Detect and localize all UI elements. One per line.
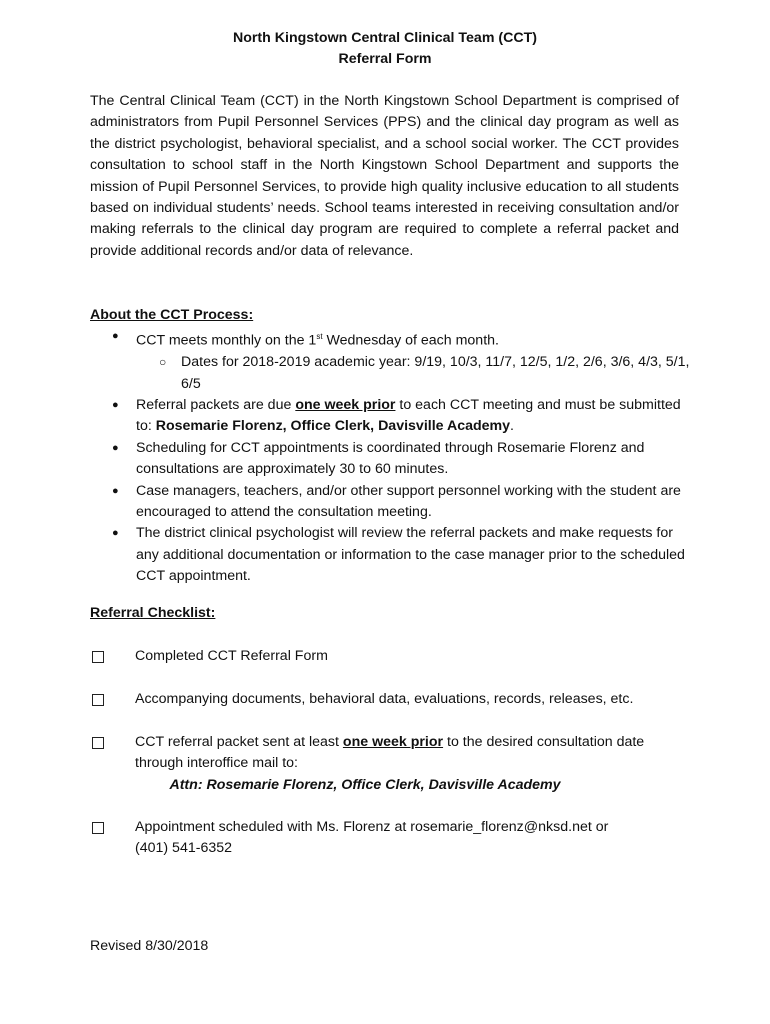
checklist-item-3-text: [135, 732, 690, 796]
checklist-item-1-text: Completed CCT Referral Form: [135, 648, 328, 664]
checkbox[interactable]: [92, 822, 104, 834]
checklist-item-3-emphasis: one week prior: [342, 734, 444, 750]
process-list: [90, 326, 690, 588]
process-item-scheduling: ● Scheduling for CCT appointments is coordinated through Rosemarie Florenz and consultations are approximately 30 to 60 minutes.: [90, 438, 690, 481]
checklist-item-2-text: Accompanying documents, behavioral data, evaluations, records, releases, etc.: [135, 691, 634, 707]
process-item-attendance: ● Case managers, teachers, and/or other support personnel working with the student are encouraged to attend the consultation meeting.: [90, 481, 690, 524]
document-title: [0, 28, 770, 70]
checkbox[interactable]: [92, 737, 104, 749]
checklist-item-3-post: to the desired consultation date through interoffice mail to:: [135, 734, 645, 772]
checklist-heading: Referral Checklist:: [90, 605, 216, 621]
process-item-2-mid: to each CCT meeting and must be submitted to:: [136, 396, 681, 435]
checklist-item-4-text: [135, 817, 690, 860]
process-item-2-end: .: [510, 418, 514, 435]
process-heading: About the CCT Process:: [90, 307, 254, 323]
process-item-2-pre: Referral packets are due: [136, 396, 296, 413]
checklist-item-4-line-1: Appointment scheduled with Ms. Florenz at rosemarie_florenz@nksd.net or: [135, 819, 609, 835]
process-subitem-dates: ○ Dates for 2018-2019 academic year: 9/19, 10/3, 11/7, 12/5, 1/2, 2/6, 3/6, 4/3, 5/1, 6/5: [136, 352, 690, 395]
title-line-2: Referral Form: [338, 51, 432, 67]
checklist-item-4-line-2: (401) 541-6352: [135, 840, 233, 857]
revision-date: Revised 8/30/2018: [90, 938, 209, 954]
checklist-item-3-pre: CCT referral packet sent at least: [135, 734, 343, 750]
checkbox[interactable]: [92, 651, 104, 663]
title-line-1: North Kingstown Central Clinical Team (CCT): [233, 30, 537, 46]
intro-paragraph: The Central Clinical Team (CCT) in the North Kingstown School Department is comprised of administrators from Pupil Personnel Services (PPS) and the clinical day program as well as the district psychologist, behavioral specialist, and a school social worker. The CCT provides consultation to school staff in the North Kingstown School Department and supports the mission of Pupil Personnel Services, to provide high quality inclusive education to all students based on individual students’ needs. School teams interested in receiving consultation and/or making referrals to the clinical day program are required to complete a referral packet and provide additional records and/or data of relevance.: [90, 93, 679, 259]
process-item-2-emphasis: one week prior: [295, 396, 396, 413]
process-item-1-pre: CCT meets monthly on the 1: [136, 332, 317, 349]
process-item-meetings: [90, 326, 690, 395]
process-item-2-contact: Rosemarie Florenz, Office Clerk, Davisville Academy: [155, 418, 511, 435]
process-item-1-post: Wednesday of each month.: [322, 332, 499, 349]
process-sublist: [136, 352, 690, 395]
checkbox[interactable]: [92, 694, 104, 706]
process-item-review: ● The district clinical psychologist will review the referral packets and make requests for any additional documentation or information to the case manager prior to the scheduled CCT appointment.: [90, 523, 690, 587]
process-item-1-sup: st: [316, 332, 323, 341]
process-item-deadline: [90, 395, 690, 438]
checklist-attn-line: Attn: Rosemarie Florenz, Office Clerk, Davisville Academy: [169, 776, 561, 793]
